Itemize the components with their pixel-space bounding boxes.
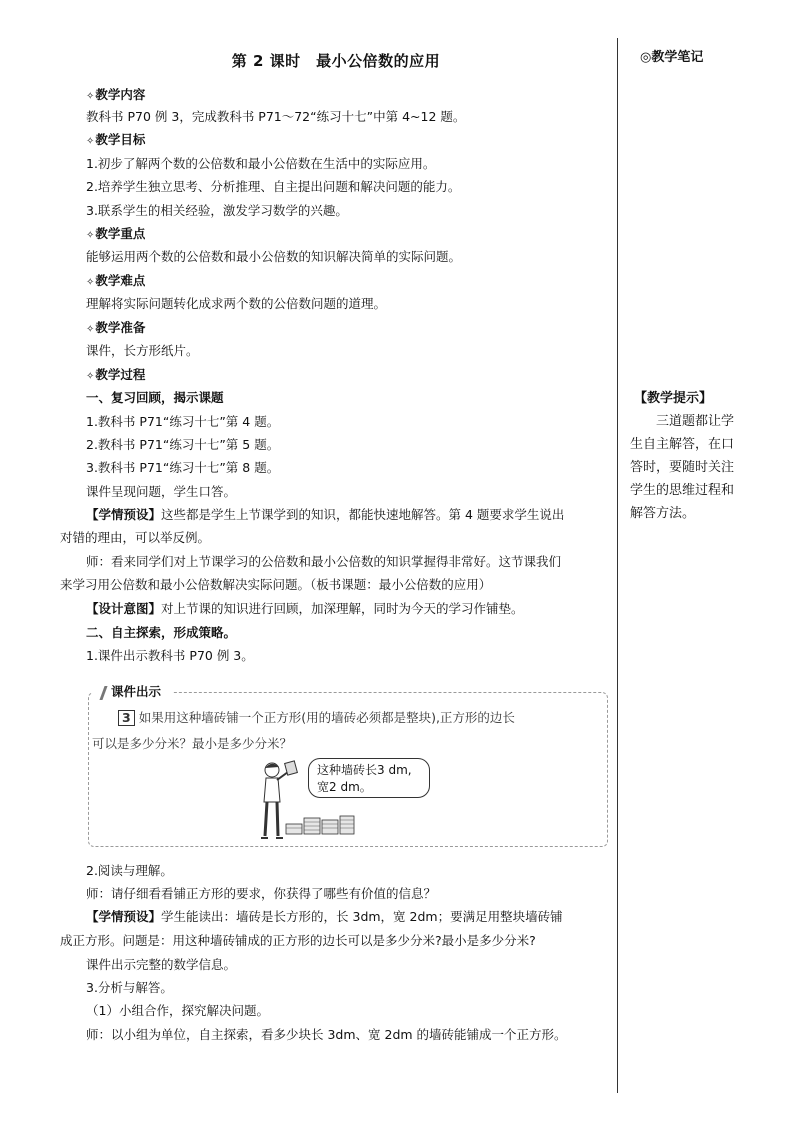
difficulty-text: 理解将实际问题转化成求两个数的公倍数问题的道理。: [86, 296, 387, 311]
bullet-icon: ✧: [86, 136, 95, 147]
tip-text: 三道题都让学生自主解答，在口答时，要随时关注学生的思维过程和解答方法。: [630, 414, 735, 521]
presupposition-1: 【学情预设】这些都是学生上节课学到的知识，都能快速地解答。第 4 题要求学生说出: [86, 507, 565, 522]
bullet-icon: ✧: [86, 324, 95, 335]
prep-text: 课件，长方形纸片。: [86, 343, 199, 358]
review-2: 2.教科书 P71“练习十七”第 5 题。: [86, 437, 280, 452]
presupposition-2: 【学情预设】学生能读出：墙砖是长方形的，长 3dm，宽 2dm；要满足用整块墙砖铺: [86, 909, 563, 924]
page-title: 第 2 课时 最小公倍数的应用: [231, 52, 441, 70]
section-heading-content: ✧教学内容: [86, 87, 146, 102]
speech-bubble: 这种墙砖长3 dm, 宽2 dm。: [308, 758, 430, 798]
content-text: 教科书 P70 例 3，完成教科书 P71～72“练习十七”中第 4~12 题。: [86, 109, 466, 124]
notes-title: ◎教学笔记: [640, 50, 704, 65]
presupposition-1-cont: 对错的理由，可以举反例。: [60, 530, 211, 545]
tab-slash-icon: [99, 686, 107, 700]
teacher-line-2: 师：请仔细看看铺正方形的要求，你获得了哪些有价值的信息？: [86, 886, 437, 901]
step-2-item-2: 2.阅读与理解。: [86, 863, 173, 878]
courseware-tab: 课件出示: [92, 682, 173, 702]
step-1-heading: 一、复习回顾，揭示课题: [86, 390, 224, 405]
key-text: 能够运用两个数的公倍数和最小公倍数的知识解决简单的实际问题。: [86, 249, 462, 264]
goal-2: 2.培养学生独立思考、分析推理、自主提出问题和解决问题的能力。: [86, 179, 461, 194]
tip-title: 【教学提示】: [634, 391, 713, 406]
section-heading-prep: ✧教学准备: [86, 320, 146, 335]
bullet-icon: ✧: [86, 91, 95, 102]
step-2-heading: 二、自主探索，形成策略。: [86, 625, 237, 640]
design-intent: 【设计意图】对上节课的知识进行回顾，加深理解，同时为今天的学习作铺垫。: [86, 601, 524, 616]
section-heading-goals: ✧教学目标: [86, 132, 146, 147]
review-4: 课件呈现问题，学生口答。: [86, 484, 237, 499]
step-2-item-5: （1）小组合作，探究解决问题。: [86, 1003, 269, 1018]
column-divider: [617, 38, 618, 1093]
bullet-icon: ✧: [86, 230, 95, 241]
teacher-line-1: 师：看来同学们对上节课学习的公倍数和最小公倍数的知识掌握得非常好。这节课我们: [86, 554, 562, 569]
example-question: 3 如果用这种墙砖铺一个正方形(用的墙砖必须都是整块),正方形的边长: [118, 708, 515, 726]
example-question-cont: 可以是多少分米？最小是多少分米？: [92, 736, 293, 751]
review-3: 3.教科书 P71“练习十七”第 8 题。: [86, 460, 280, 475]
bullet-icon: ✧: [86, 277, 95, 288]
step-2-item-4: 3.分析与解答。: [86, 980, 173, 995]
bullet-icon: ✧: [86, 371, 95, 382]
example-number: 3: [118, 710, 135, 726]
teacher-line-3: 师：以小组为单位，自主探索，看多少块长 3dm、宽 2dm 的墙砖能铺成一个正方形。: [86, 1027, 567, 1042]
goal-1: 1.初步了解两个数的公倍数和最小公倍数在生活中的实际应用。: [86, 156, 436, 171]
goal-3: 3.联系学生的相关经验，激发学习数学的兴趣。: [86, 203, 348, 218]
teacher-line-1-cont: 来学习用公倍数和最小公倍数解决实际问题。（板书课题：最小公倍数的应用）: [60, 577, 492, 592]
review-1: 1.教科书 P71“练习十七”第 4 题。: [86, 414, 280, 429]
step-2-item-3: 课件出示完整的数学信息。: [86, 957, 237, 972]
section-heading-process: ✧教学过程: [86, 367, 146, 382]
presupposition-2-cont: 成正方形。问题是：用这种墙砖铺成的正方形的边长可以是多少分米?最小是多少分米?: [60, 933, 536, 948]
section-heading-difficulty: ✧教学难点: [86, 273, 146, 288]
step-2-item-1: 1.课件出示教科书 P70 例 3。: [86, 648, 254, 663]
section-heading-key: ✧教学重点: [86, 226, 146, 241]
